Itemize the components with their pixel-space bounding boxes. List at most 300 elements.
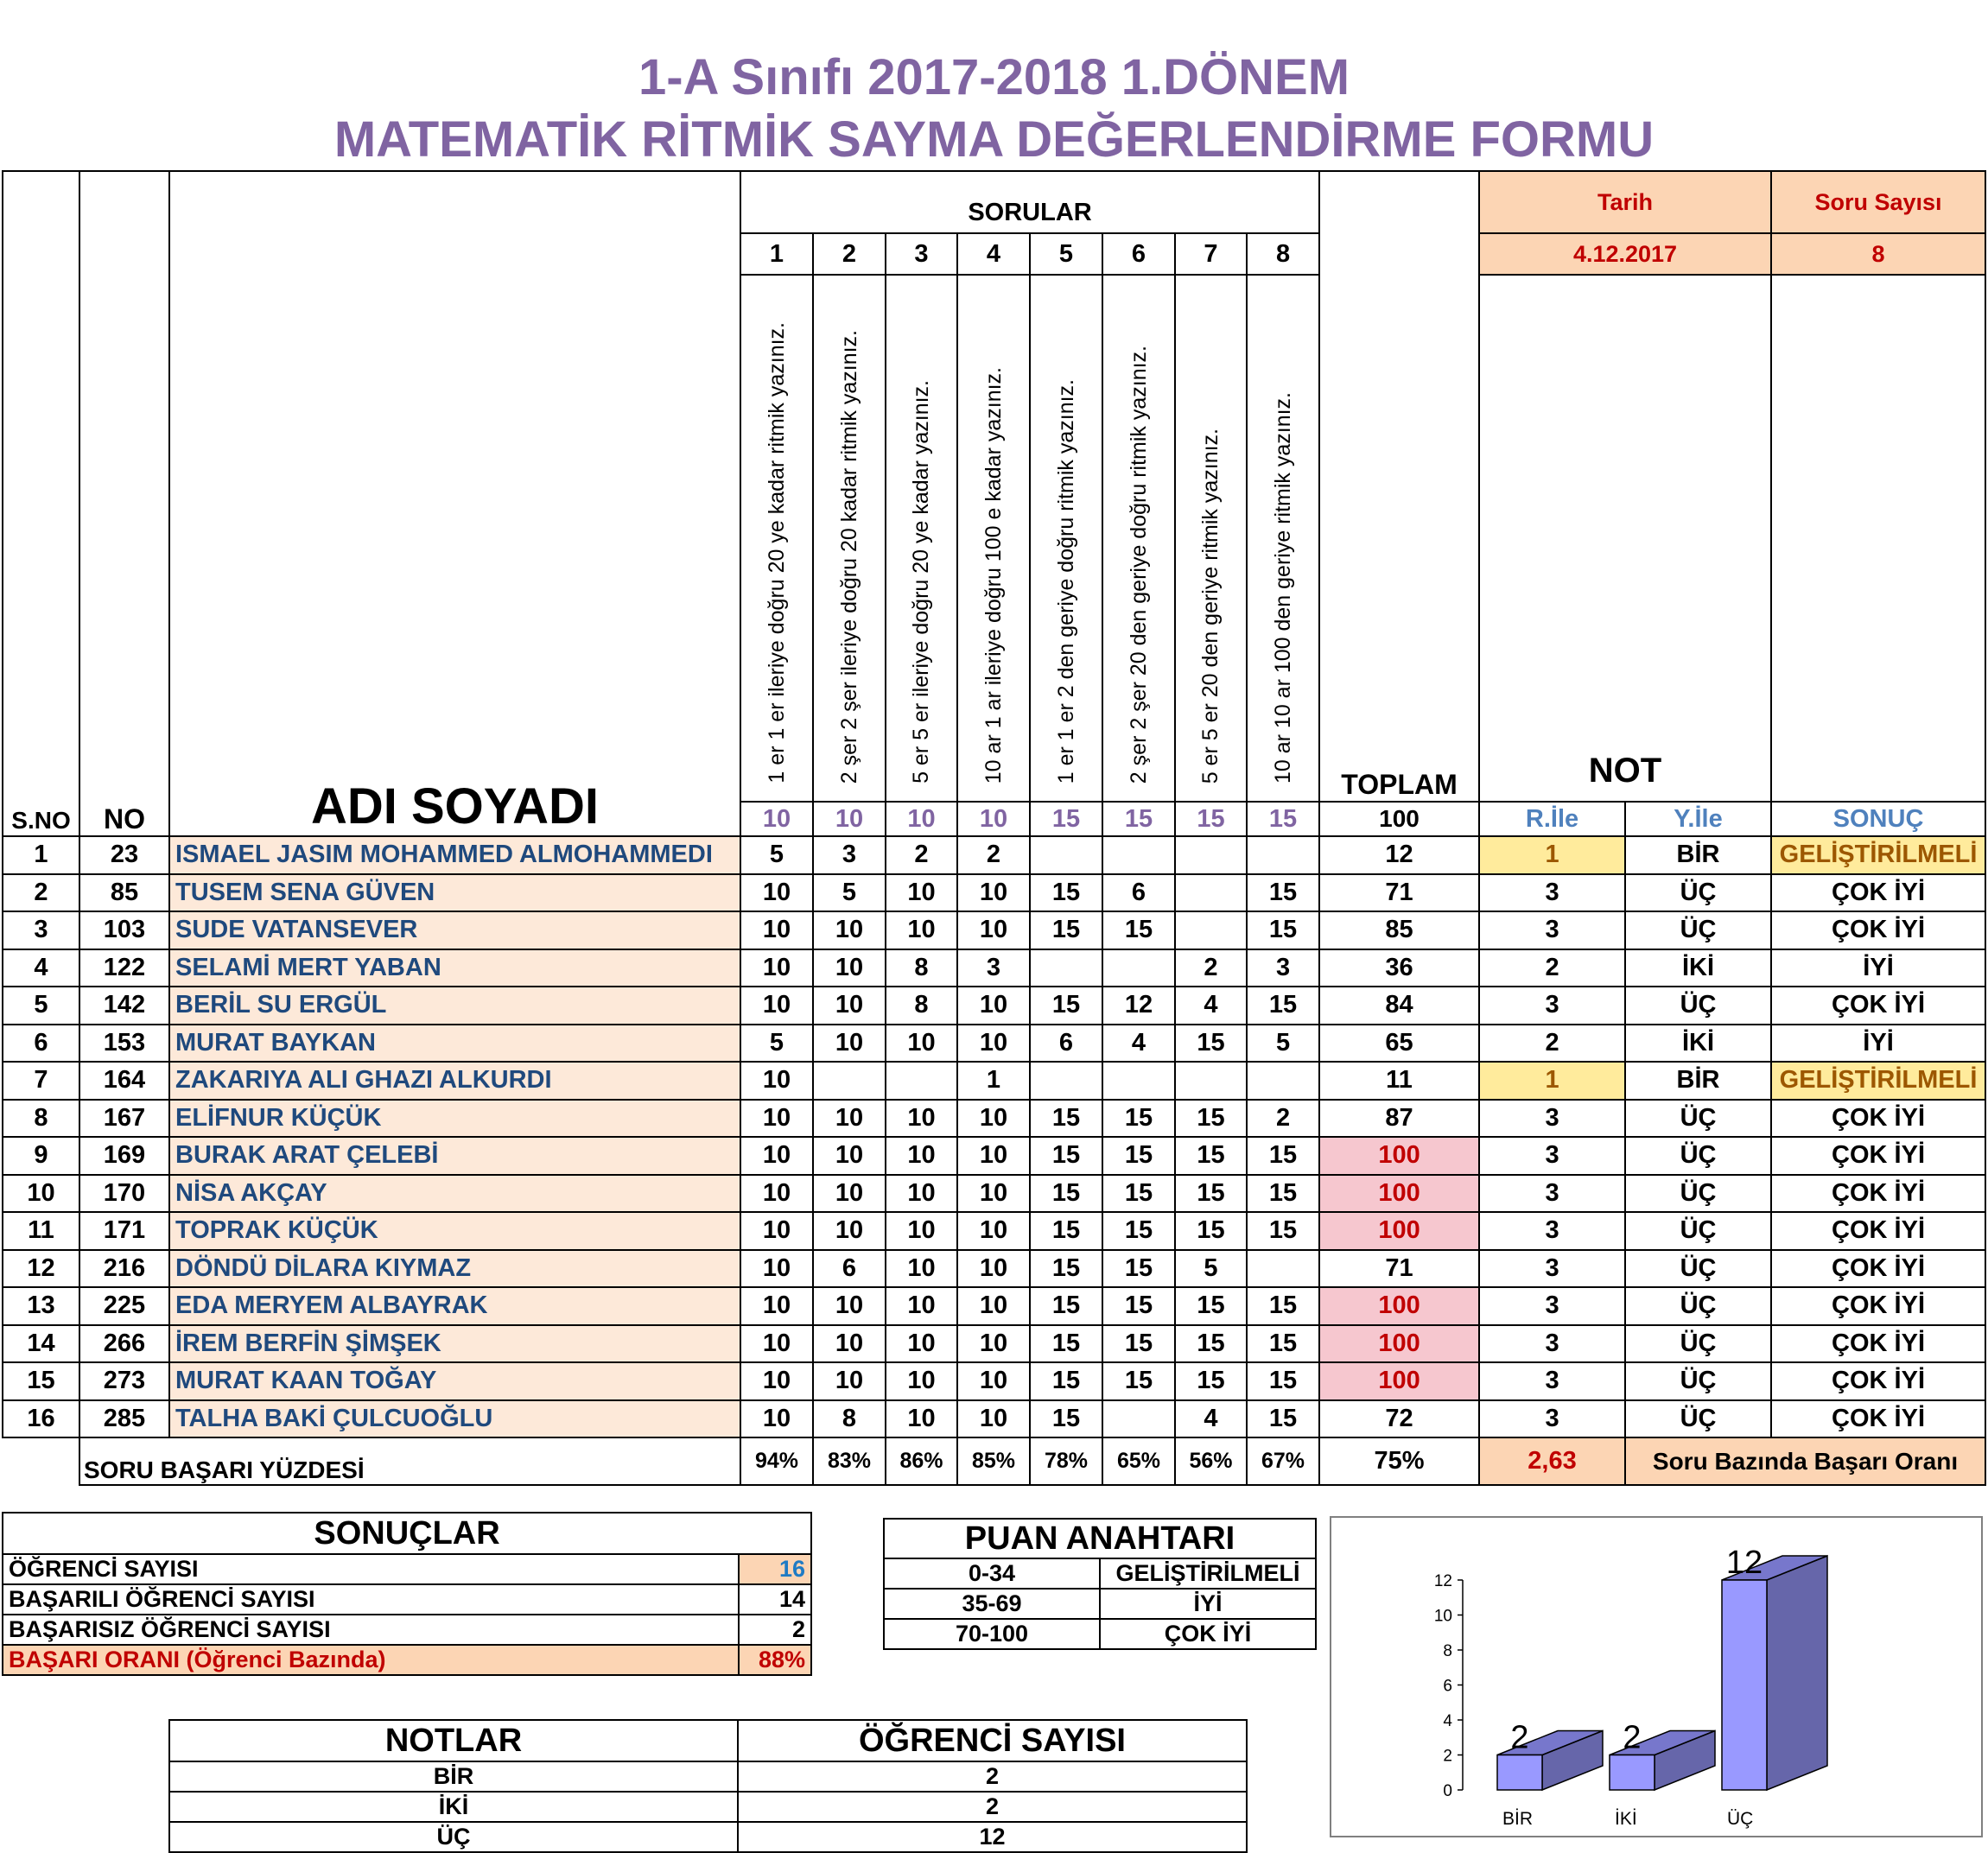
question-number: 7 [1175, 233, 1247, 275]
student-rile: 1 [1479, 1062, 1625, 1100]
student-row [3, 1400, 1985, 1438]
question-score: 2 [957, 836, 1030, 874]
student-total: 71 [1319, 1250, 1479, 1288]
no-header: NO [79, 171, 169, 836]
question-number: 3 [886, 233, 957, 275]
question-score: 10 [886, 1325, 957, 1363]
question-score: 10 [957, 1287, 1030, 1325]
question-score: 10 [740, 1400, 813, 1438]
question-score: 10 [740, 987, 813, 1025]
question-score: 10 [957, 987, 1030, 1025]
student-total: 84 [1319, 987, 1479, 1025]
question-score: 15 [1102, 1287, 1175, 1325]
question-score: 12 [1102, 987, 1175, 1025]
student-sno: 14 [3, 1325, 79, 1363]
question-score: 15 [1030, 1325, 1102, 1363]
student-name: EDA MERYEM ALBAYRAK [169, 1287, 740, 1325]
total-points: 100 [1319, 802, 1479, 836]
question-score: 15 [1030, 1212, 1102, 1250]
question-score [1247, 836, 1319, 874]
not-count: 2 [738, 1761, 1247, 1792]
student-sonuc: GELİŞTİRİLMELİ [1771, 836, 1985, 874]
student-rile: 3 [1479, 1362, 1625, 1400]
question-text-label: 1 er 1 er ileriye doğru 20 ye kadar ritmik yazınız. [764, 322, 789, 784]
question-score: 15 [1175, 1025, 1247, 1063]
question-score [1102, 1062, 1175, 1100]
question-text [1247, 275, 1319, 802]
question-percent: 67% [1247, 1437, 1319, 1485]
student-name: TALHA BAKİ ÇULCUOĞLU [169, 1400, 740, 1438]
student-row [3, 836, 1985, 874]
rile-header: R.İle [1479, 802, 1625, 836]
student-sno: 3 [3, 911, 79, 949]
student-yile: ÜÇ [1625, 1362, 1771, 1400]
question-score: 6 [1030, 1025, 1102, 1063]
student-no: 273 [79, 1362, 169, 1400]
question-score: 10 [886, 1025, 957, 1063]
student-rile: 3 [1479, 1325, 1625, 1363]
question-score: 15 [1102, 1137, 1175, 1175]
question-score: 6 [1102, 874, 1175, 912]
student-rile: 2 [1479, 1025, 1625, 1063]
question-points: 15 [1175, 802, 1247, 836]
question-score: 15 [1247, 1287, 1319, 1325]
student-yile: BİR [1625, 1062, 1771, 1100]
student-row [3, 1175, 1985, 1213]
data-label: 2 [1623, 1719, 1642, 1756]
question-score: 15 [1030, 1175, 1102, 1213]
student-row [3, 1062, 1985, 1100]
tarih-label: Tarih [1479, 171, 1771, 233]
question-score: 15 [1247, 1400, 1319, 1438]
question-score: 10 [886, 1287, 957, 1325]
question-score: 10 [813, 1212, 886, 1250]
grade-distribution-chart [1330, 1516, 1983, 1837]
student-total: 87 [1319, 1100, 1479, 1138]
question-score: 10 [740, 874, 813, 912]
y-tick-label: 2 [1443, 1747, 1452, 1766]
student-no: 142 [79, 987, 169, 1025]
student-no: 85 [79, 874, 169, 912]
question-score: 15 [1247, 1362, 1319, 1400]
question-score: 15 [1247, 911, 1319, 949]
sonuclar-table [2, 1512, 812, 1676]
question-score: 15 [1175, 1362, 1247, 1400]
student-name: TUSEM SENA GÜVEN [169, 874, 740, 912]
student-name: ELİFNUR KÜÇÜK [169, 1100, 740, 1138]
puan-anahtari-title: PUAN ANAHTARI [884, 1519, 1316, 1558]
not-count: 2 [738, 1792, 1247, 1822]
question-text-label: 5 er 5 er 20 den geriye ritmik yazınız. [1198, 428, 1223, 784]
not-label: İKİ [169, 1792, 738, 1822]
question-score: 15 [1102, 1175, 1175, 1213]
y-tick-label: 12 [1433, 1572, 1452, 1590]
student-row [3, 1137, 1985, 1175]
student-total: 100 [1319, 1137, 1479, 1175]
basarili-label: BAŞARILI ÖĞRENCİ SAYISI [3, 1584, 739, 1615]
question-score: 15 [1102, 1250, 1175, 1288]
student-total: 100 [1319, 1362, 1479, 1400]
question-score: 15 [1030, 1400, 1102, 1438]
notlar-header: NOTLAR [169, 1720, 738, 1761]
question-number: 1 [740, 233, 813, 275]
bar-side [1767, 1556, 1827, 1790]
question-text [740, 275, 813, 802]
student-sonuc: ÇOK İYİ [1771, 1250, 1985, 1288]
question-score: 10 [886, 1137, 957, 1175]
student-sno: 4 [3, 949, 79, 987]
question-points: 10 [957, 802, 1030, 836]
question-score: 10 [886, 1100, 957, 1138]
question-score: 10 [886, 874, 957, 912]
question-score: 10 [886, 911, 957, 949]
question-score: 15 [1030, 1100, 1102, 1138]
student-name: BERİL SU ERGÜL [169, 987, 740, 1025]
student-sonuc: ÇOK İYİ [1771, 1362, 1985, 1400]
question-score: 2 [1175, 949, 1247, 987]
question-score: 8 [886, 949, 957, 987]
question-score: 15 [1175, 1325, 1247, 1363]
question-score: 10 [813, 911, 886, 949]
student-name: SELAMİ MERT YABAN [169, 949, 740, 987]
student-sno: 6 [3, 1025, 79, 1063]
student-name: MURAT BAYKAN [169, 1025, 740, 1063]
question-score: 4 [1175, 987, 1247, 1025]
bar [1497, 1755, 1542, 1791]
puan-anahtari-table [883, 1518, 1317, 1650]
question-percent: 56% [1175, 1437, 1247, 1485]
average-label: Soru Bazında Başarı Oranı [1625, 1437, 1985, 1485]
question-score: 15 [1030, 874, 1102, 912]
student-sonuc: İYİ [1771, 949, 1985, 987]
student-row [3, 987, 1985, 1025]
question-score: 15 [1175, 1100, 1247, 1138]
student-no: 171 [79, 1212, 169, 1250]
question-score: 1 [957, 1062, 1030, 1100]
question-score: 10 [886, 1400, 957, 1438]
puan-label: İYİ [1100, 1589, 1316, 1619]
student-sonuc: ÇOK İYİ [1771, 1137, 1985, 1175]
student-no: 103 [79, 911, 169, 949]
question-points: 15 [1102, 802, 1175, 836]
question-number: 4 [957, 233, 1030, 275]
student-yile: BİR [1625, 836, 1771, 874]
student-sonuc: ÇOK İYİ [1771, 1325, 1985, 1363]
student-row [3, 1250, 1985, 1288]
student-sonuc: ÇOK İYİ [1771, 874, 1985, 912]
footer-label: SORU BAŞARI YÜZDESİ [79, 1437, 740, 1485]
page-title-line2: MATEMATİK RİTMİK SAYMA DEĞERLENDİRME FORMU [333, 111, 1655, 168]
ogrenci-sayisi-value: 16 [739, 1554, 811, 1584]
question-score: 15 [1247, 1137, 1319, 1175]
question-score: 10 [740, 949, 813, 987]
student-total: 65 [1319, 1025, 1479, 1063]
question-score: 15 [1175, 1137, 1247, 1175]
student-sonuc: GELİŞTİRİLMELİ [1771, 1062, 1985, 1100]
question-score: 5 [740, 1025, 813, 1063]
question-score: 5 [1175, 1250, 1247, 1288]
soru-sayisi-blank [1771, 275, 1985, 802]
question-score [1247, 1062, 1319, 1100]
puan-label: ÇOK İYİ [1100, 1619, 1316, 1649]
question-score: 6 [813, 1250, 886, 1288]
y-tick-label: 10 [1433, 1607, 1452, 1626]
ogrenci-sayisi-header: ÖĞRENCİ SAYISI [738, 1720, 1247, 1761]
question-score: 2 [1247, 1100, 1319, 1138]
sorular-header: SORULAR [740, 171, 1319, 233]
sno-header: S.NO [3, 171, 79, 836]
student-name: ISMAEL JASIM MOHAMMED ALMOHAMMEDI [169, 836, 740, 874]
question-score: 15 [1247, 1212, 1319, 1250]
data-label: 12 [1725, 1545, 1763, 1581]
student-sno: 11 [3, 1212, 79, 1250]
question-percent: 83% [813, 1437, 886, 1485]
student-total: 11 [1319, 1062, 1479, 1100]
student-yile: ÜÇ [1625, 1212, 1771, 1250]
question-score: 10 [813, 1100, 886, 1138]
student-no: 167 [79, 1100, 169, 1138]
student-sonuc: ÇOK İYİ [1771, 1400, 1985, 1438]
question-score: 10 [740, 1137, 813, 1175]
question-number: 5 [1030, 233, 1102, 275]
question-score: 10 [740, 1100, 813, 1138]
question-score [813, 1062, 886, 1100]
student-rile: 1 [1479, 836, 1625, 874]
student-yile: ÜÇ [1625, 1100, 1771, 1138]
chart-svg [1331, 1518, 1981, 1836]
question-score: 10 [957, 1137, 1030, 1175]
student-yile: ÜÇ [1625, 911, 1771, 949]
question-score [1175, 911, 1247, 949]
question-score [1102, 1400, 1175, 1438]
student-rile: 3 [1479, 1400, 1625, 1438]
question-score: 8 [813, 1400, 886, 1438]
puan-range: 70-100 [884, 1619, 1100, 1649]
student-yile: ÜÇ [1625, 1250, 1771, 1288]
data-label: 2 [1510, 1719, 1529, 1756]
question-score [1030, 836, 1102, 874]
student-yile: ÜÇ [1625, 987, 1771, 1025]
y-tick-label: 0 [1443, 1782, 1452, 1800]
student-name: TOPRAK KÜÇÜK [169, 1212, 740, 1250]
question-points: 15 [1247, 802, 1319, 836]
question-score: 10 [813, 1325, 886, 1363]
student-sonuc: ÇOK İYİ [1771, 911, 1985, 949]
question-score: 3 [1247, 949, 1319, 987]
student-rile: 3 [1479, 874, 1625, 912]
student-row [3, 1362, 1985, 1400]
student-rile: 3 [1479, 1137, 1625, 1175]
question-score: 10 [740, 1250, 813, 1288]
question-score: 15 [1102, 1100, 1175, 1138]
student-name: İREM BERFİN ŞİMŞEK [169, 1325, 740, 1363]
question-percent: 94% [740, 1437, 813, 1485]
total-percent: 75% [1319, 1437, 1479, 1485]
question-score: 10 [813, 1025, 886, 1063]
y-tick-label: 8 [1443, 1642, 1452, 1660]
student-no: 170 [79, 1175, 169, 1213]
category-label: İKİ [1615, 1809, 1637, 1829]
question-points: 10 [813, 802, 886, 836]
page-title-line1: 1-A Sınıfı 2017-2018 1.DÖNEM [638, 49, 1350, 105]
not-count: 12 [738, 1822, 1247, 1852]
student-sno: 2 [3, 874, 79, 912]
question-score: 15 [1030, 1362, 1102, 1400]
question-score: 8 [886, 987, 957, 1025]
student-yile: ÜÇ [1625, 1137, 1771, 1175]
student-no: 153 [79, 1025, 169, 1063]
sonuclar-title: SONUÇLAR [3, 1513, 811, 1554]
student-no: 122 [79, 949, 169, 987]
question-score: 10 [740, 1175, 813, 1213]
question-score [1102, 949, 1175, 987]
student-rile: 3 [1479, 1250, 1625, 1288]
question-score: 15 [1175, 1175, 1247, 1213]
question-text-label: 1 er 1 er 2 den geriye doğru ritmik yazınız. [1053, 378, 1078, 784]
student-yile: ÜÇ [1625, 1175, 1771, 1213]
question-score: 10 [813, 949, 886, 987]
question-score: 10 [813, 1362, 886, 1400]
student-sno: 9 [3, 1137, 79, 1175]
student-total: 100 [1319, 1325, 1479, 1363]
question-score: 15 [1247, 1175, 1319, 1213]
y-tick-label: 4 [1443, 1712, 1452, 1730]
student-row [3, 1100, 1985, 1138]
question-text [957, 275, 1030, 802]
question-percent: 85% [957, 1437, 1030, 1485]
question-score: 15 [1175, 1212, 1247, 1250]
question-text [886, 275, 957, 802]
name-header: ADI SOYADI [169, 171, 740, 836]
question-score: 10 [957, 1250, 1030, 1288]
question-score: 10 [957, 1325, 1030, 1363]
question-score: 10 [886, 1175, 957, 1213]
question-score: 2 [886, 836, 957, 874]
question-score: 10 [957, 1212, 1030, 1250]
question-score: 15 [1030, 1137, 1102, 1175]
question-text-label: 5 er 5 er ileriye doğru 20 ye kadar yazınız. [909, 380, 933, 784]
student-sno: 16 [3, 1400, 79, 1438]
student-sno: 10 [3, 1175, 79, 1213]
student-sno: 12 [3, 1250, 79, 1288]
student-rile: 2 [1479, 949, 1625, 987]
student-rile: 3 [1479, 1100, 1625, 1138]
student-sno: 7 [3, 1062, 79, 1100]
question-percent: 86% [886, 1437, 957, 1485]
student-no: 285 [79, 1400, 169, 1438]
toplam-header: TOPLAM [1319, 171, 1479, 802]
student-no: 169 [79, 1137, 169, 1175]
student-name: MURAT KAAN TOĞAY [169, 1362, 740, 1400]
question-number: 6 [1102, 233, 1175, 275]
category-label: BİR [1502, 1809, 1534, 1829]
not-label: BİR [169, 1761, 738, 1792]
question-score: 10 [886, 1212, 957, 1250]
question-score [886, 1062, 957, 1100]
student-name: BURAK ARAT ÇELEBİ [169, 1137, 740, 1175]
student-sonuc: ÇOK İYİ [1771, 987, 1985, 1025]
student-no: 216 [79, 1250, 169, 1288]
question-points: 10 [740, 802, 813, 836]
question-score: 15 [1102, 1362, 1175, 1400]
student-rile: 3 [1479, 987, 1625, 1025]
question-score: 10 [813, 1137, 886, 1175]
basarisiz-value: 2 [739, 1615, 811, 1645]
question-score: 10 [886, 1250, 957, 1288]
student-sonuc: İYİ [1771, 1025, 1985, 1063]
puan-label: GELİŞTİRİLMELİ [1100, 1558, 1316, 1589]
student-yile: İKİ [1625, 949, 1771, 987]
evaluation-table [2, 170, 1986, 1486]
question-score [1030, 949, 1102, 987]
question-score: 10 [957, 1025, 1030, 1063]
soru-sayisi-label: Soru Sayısı [1771, 171, 1985, 233]
puan-range: 0-34 [884, 1558, 1100, 1589]
question-score: 15 [1102, 1325, 1175, 1363]
student-total: 71 [1319, 874, 1479, 912]
student-name: DÖNDÜ DİLARA KIYMAZ [169, 1250, 740, 1288]
question-score: 10 [740, 1362, 813, 1400]
question-text [813, 275, 886, 802]
student-name: SUDE VATANSEVER [169, 911, 740, 949]
student-sonuc: ÇOK İYİ [1771, 1100, 1985, 1138]
question-text-label: 2 şer 2 şer 20 den geriye doğru ritmik yazınız. [1126, 345, 1151, 784]
question-score: 10 [886, 1362, 957, 1400]
bar [1722, 1580, 1767, 1790]
basari-orani-value: 88% [739, 1645, 811, 1675]
question-score: 10 [740, 1212, 813, 1250]
not-label: ÜÇ [169, 1822, 738, 1852]
student-row [3, 1325, 1985, 1363]
question-score [1030, 1062, 1102, 1100]
tarih-value: 4.12.2017 [1479, 233, 1771, 275]
question-text [1175, 275, 1247, 802]
question-score: 3 [813, 836, 886, 874]
question-score: 10 [740, 911, 813, 949]
question-score: 10 [957, 911, 1030, 949]
question-score: 4 [1102, 1025, 1175, 1063]
footer-row [3, 1437, 1985, 1485]
basarisiz-label: BAŞARISIZ ÖĞRENCİ SAYISI [3, 1615, 739, 1645]
student-yile: ÜÇ [1625, 874, 1771, 912]
student-row [3, 911, 1985, 949]
notlar-table [168, 1719, 1248, 1853]
student-row [3, 1025, 1985, 1063]
student-sonuc: ÇOK İYİ [1771, 1175, 1985, 1213]
student-sno: 8 [3, 1100, 79, 1138]
question-score [1102, 836, 1175, 874]
student-row [3, 874, 1985, 912]
question-score: 10 [957, 1175, 1030, 1213]
question-score: 15 [1030, 987, 1102, 1025]
question-score: 10 [813, 1287, 886, 1325]
question-score: 10 [957, 1400, 1030, 1438]
question-percent: 65% [1102, 1437, 1175, 1485]
average-score: 2,63 [1479, 1437, 1625, 1485]
question-score: 4 [1175, 1400, 1247, 1438]
student-row [3, 1287, 1985, 1325]
question-score: 10 [740, 1325, 813, 1363]
question-score: 10 [957, 874, 1030, 912]
student-no: 164 [79, 1062, 169, 1100]
category-label: ÜÇ [1727, 1809, 1754, 1829]
student-total: 100 [1319, 1212, 1479, 1250]
student-yile: İKİ [1625, 1025, 1771, 1063]
student-sno: 1 [3, 836, 79, 874]
question-score: 5 [740, 836, 813, 874]
ogrenci-sayisi-label: ÖĞRENCİ SAYISI [3, 1554, 739, 1584]
student-total: 12 [1319, 836, 1479, 874]
